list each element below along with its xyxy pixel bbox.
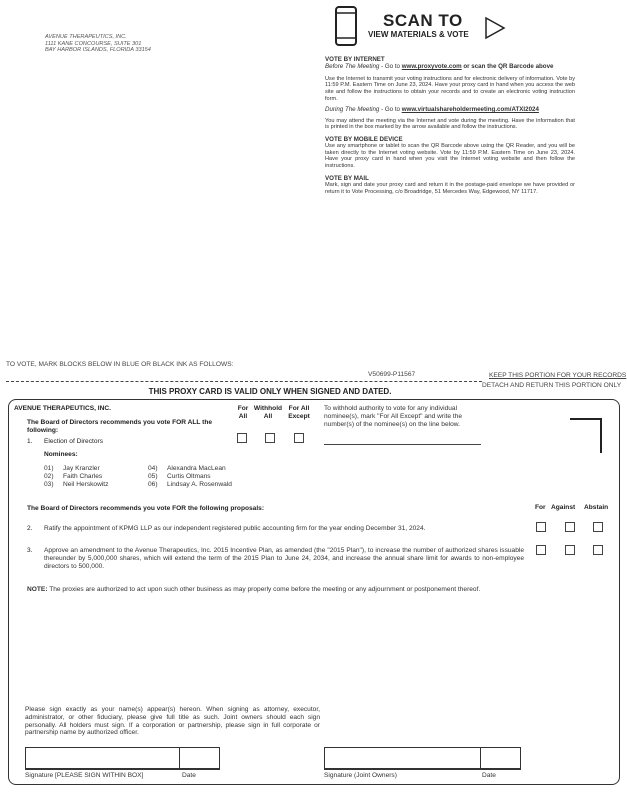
date-box[interactable] [180, 747, 220, 769]
item-3-abstain-checkbox[interactable] [593, 545, 603, 555]
phone-icon [334, 6, 358, 46]
nominees-col-2 [148, 465, 232, 488]
before-prefix: Before The Meeting [325, 63, 380, 71]
signature-label: Signature [PLEASE SIGN WITHIN BOX] [25, 772, 144, 779]
form-code: V50699-P11567 [368, 371, 416, 378]
address-line: BAY HARBOR ISLANDS, FLORIDA 33154 [45, 47, 151, 54]
company-address [45, 34, 195, 54]
date-label: Date [182, 772, 196, 779]
joint-date-box[interactable] [481, 747, 521, 769]
during-prefix: During The Meeting [325, 106, 380, 114]
note-text: The proxies are authorized to act upon such other business as may properly come before the meeting or any adjournment or postponement thereof. [47, 586, 481, 593]
keep-portion-label: KEEP THIS PORTION FOR YOUR RECORDS [489, 372, 627, 379]
col-abstain: Abstain [584, 504, 609, 511]
checkbox-withhold-all[interactable] [265, 433, 275, 443]
signature-underline [25, 769, 220, 770]
col-for-all-line: All [238, 412, 248, 420]
board-recommendation-2: The Board of Directors recommends you vote FOR the following proposals: [27, 505, 265, 512]
joint-signature-box[interactable] [324, 747, 481, 769]
checkbox-for-all[interactable] [237, 433, 247, 443]
item-2-against-checkbox[interactable] [565, 522, 575, 532]
mail-heading: VOTE BY MAIL [325, 174, 369, 182]
during-mid: - Go to [379, 106, 402, 114]
item-2-number: 2. [27, 525, 33, 532]
nominee-item: 01) Jay Kranzler [44, 465, 100, 472]
address-line: 1111 KANE CONCOURSE, SUITE 301 [45, 40, 142, 47]
internet-before [325, 63, 575, 70]
card-company-name: AVENUE THERAPEUTICS, INC. [14, 405, 111, 412]
nominee-item: 03) Neil Herskowitz [44, 480, 109, 488]
during-body: You may attend the meeting via the Internet and vote during the meeting. Have the information that is printed in the box marked by the arrow available and follow the instructions. [325, 117, 575, 131]
nominee-item: 06) Lindsay A. Rosenwald [148, 480, 232, 488]
item-3-for-checkbox[interactable] [536, 545, 546, 555]
item-1-number: 1. [27, 438, 33, 445]
signature-box[interactable] [25, 747, 180, 769]
internet-heading: VOTE BY INTERNET [325, 56, 385, 63]
col-for-all-except [286, 405, 312, 421]
nominees-label: Nominees: [44, 451, 78, 458]
nominee-item: 02) Faith Charles [44, 472, 103, 480]
joint-signature-underline [324, 769, 521, 770]
item-2-abstain-checkbox[interactable] [593, 522, 603, 532]
col-for-all-line: For [237, 405, 249, 412]
col-withhold-all-line: All [263, 412, 273, 420]
signing-instructions: Please sign exactly as your name(s) appear(s) hereon. When signing as attorney, executor, administrator, or other fiduciary, please give full title as such. Joint owners should each sign personally. All holders must sign. If a corporation or partnership, please sign in full corporate or partnership name by authorized officer. [25, 706, 320, 737]
col-withhold-all [251, 405, 285, 421]
internet-body: Use the Internet to transmit your voting instructions and for electronic delivery of information. Vote by 11:59 P.M. Eastern Time on June 23, 2024. Have your proxy card in hand when you access the web site and follow the instructions to obtain your records and to create an electronic voting instruction form. [325, 75, 575, 102]
virtual-meeting-link[interactable]: www.virtualshareholdermeeting.com/ATXI2024 [401, 106, 539, 114]
scan-title: SCAN TO [383, 11, 463, 30]
before-mid: - Go to [379, 63, 402, 71]
item-3-number: 3. [27, 547, 33, 554]
detach-portion-label: DETACH AND RETURN THIS PORTION ONLY [482, 382, 622, 389]
voting-instructions [325, 56, 575, 195]
board-recommendation-1: The Board of Directors recommends you vote FOR ALL the following: [27, 419, 213, 434]
joint-signature-label: Signature (Joint Owners) [324, 772, 397, 779]
arrow-icon [484, 16, 506, 40]
col-for-all-except-line: Except [288, 412, 310, 420]
corner-mark [570, 418, 602, 453]
col-against: Against [551, 504, 576, 511]
mail-body: Mark, sign and date your proxy card and return it in the postage-paid envelope we have provided or return it to Vote Processing, c/o Broadridge, 51 Mercedes Way, Edgewood, NY 11717. [325, 181, 575, 195]
nominee-number-line[interactable] [324, 444, 481, 445]
detach-dashed-line [6, 381, 482, 382]
before-suffix: or scan the QR Barcode above [461, 63, 554, 71]
item-3-text: Approve an amendment to the Avenue Therapeutics, Inc. 2015 Incentive Plan, as amended (the "2015 Plan"), to increase the number of authorized shares issuable thereunder by 5,000,000 shares, which will extend the term of the 2015 Plan to June 24, 2034, and increase the annual share limit for awards to non-employee directors to 500,000. [44, 547, 524, 570]
item-3-against-checkbox[interactable] [565, 545, 575, 555]
mobile-body: Use any smartphone or tablet to scan the QR Barcode above using the QR Reader, and you will be taken directly to the Internet voting website. Vote by 11:59 P.M. Eastern Time on June 23, 2024. Have your proxy card in hand when you visit the Internet voting website and then follow the instructions. [325, 143, 575, 169]
nominee-item: 05) Curtis Oltmans [148, 472, 211, 480]
item-2-for-checkbox[interactable] [536, 522, 546, 532]
mobile-heading: VOTE BY MOBILE DEVICE [325, 135, 403, 143]
valid-notice: THIS PROXY CARD IS VALID ONLY WHEN SIGNED AND DATED. [148, 387, 392, 396]
proxyvote-link[interactable]: www.proxyvote.com [401, 63, 462, 71]
nominee-item: 04) Alexandra MacLean [148, 465, 226, 472]
item-1-label: Election of Directors [44, 438, 103, 445]
col-for: For [535, 504, 546, 511]
note [27, 586, 587, 594]
col-for-all-except-line: For All [288, 405, 310, 412]
col-withhold-all-line: Withhold [253, 405, 283, 412]
note-label: NOTE: [27, 586, 48, 593]
withhold-instructions: To withhold authority to vote for any individual nominee(s), mark "For All Except" and write the number(s) of the nominee(s) on the line below. [324, 405, 463, 428]
scan-subtitle: VIEW MATERIALS & VOTE [368, 30, 469, 39]
col-for-all [233, 405, 253, 421]
internet-during [325, 106, 575, 113]
to-vote-instruction: TO VOTE, MARK BLOCKS BELOW IN BLUE OR BLACK INK AS FOLLOWS: [6, 361, 234, 368]
address-line: AVENUE THERAPEUTICS, INC. [45, 34, 127, 40]
nominees-col-1 [44, 465, 108, 488]
item-2-text: Ratify the appointment of KPMG LLP as our independent registered public accounting firm for the year ending December 31, 2024. [44, 525, 426, 532]
joint-date-label: Date [482, 772, 496, 779]
checkbox-for-all-except[interactable] [294, 433, 304, 443]
